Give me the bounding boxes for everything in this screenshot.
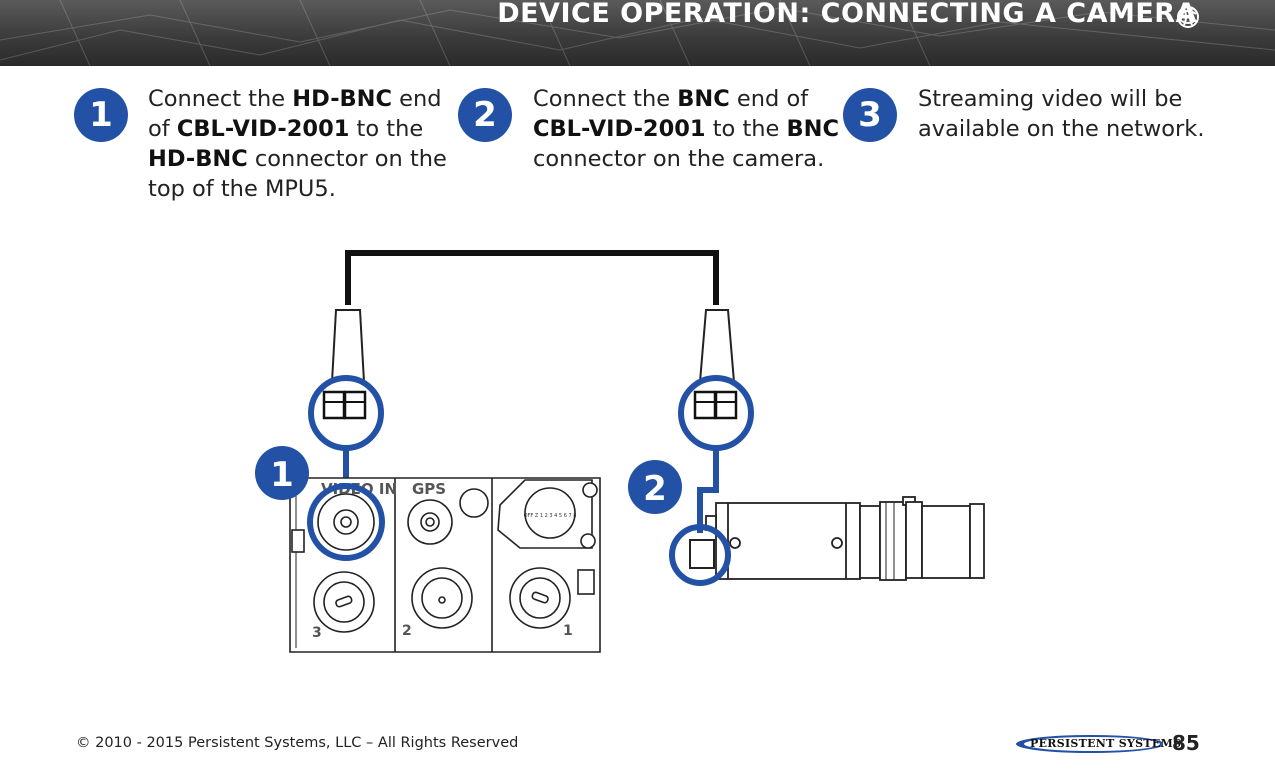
step-text-run: connector on the top of the MPU5.: [148, 146, 447, 202]
persistent-systems-logo-text: PERSISTENT SYSTEMS: [1030, 737, 1182, 750]
callout-1-number: 1: [270, 455, 294, 495]
port-2-label: 2: [402, 623, 412, 639]
step-text-run: to the: [705, 116, 787, 142]
camera: [706, 497, 984, 580]
step-2-badge: 2: [458, 88, 512, 142]
step-3-badge: 3: [843, 88, 897, 142]
dial-label: OFF Z 1 2 3 4 5 6 7 8: [523, 513, 577, 519]
step-text-run: connector on the camera.: [533, 146, 825, 172]
callout-2-number: 2: [643, 469, 667, 509]
video-cable: [348, 253, 716, 305]
step-text-run: Connect the: [533, 86, 678, 112]
step-1-badge: 1: [74, 88, 128, 142]
step-bold-term: HD-BNC: [292, 86, 393, 112]
step-text-run: end of: [148, 86, 442, 142]
left-cable-boot: [332, 310, 364, 382]
port-1-label: 1: [563, 623, 573, 639]
step-bold-term: HD-BNC: [148, 146, 248, 172]
step-bold-term: CBL-VID-2001: [533, 116, 706, 142]
step-bold-term: BNC: [677, 86, 730, 112]
step-bold-term: CBL-VID-2001: [176, 116, 350, 142]
port-3-label: 3: [312, 625, 322, 641]
right-cable-boot: [700, 310, 734, 382]
camera-bnc-connector: [690, 540, 714, 568]
step-text-run: Streaming video will be available on the network.: [918, 86, 1205, 142]
mpu5-top-panel: [290, 478, 600, 652]
step-bold-term: BNC: [786, 116, 840, 142]
page-title: DEVICE OPERATION: CONNECTING A CAMERA: [497, 0, 1197, 29]
step-text-run: end of: [729, 86, 809, 112]
copyright-text: © 2010 - 2015 Persistent Systems, LLC – All Rights Reserved: [76, 735, 519, 751]
page-number: 85: [1172, 731, 1200, 755]
hd-bnc-connector-callout: [311, 378, 381, 448]
step-text-run: to the: [349, 116, 424, 142]
video-in-label: VIDEO IN: [321, 480, 397, 498]
bnc-connector-callout: [681, 378, 751, 448]
gps-label: GPS: [412, 480, 447, 498]
step-text-run: Connect the: [148, 86, 293, 112]
